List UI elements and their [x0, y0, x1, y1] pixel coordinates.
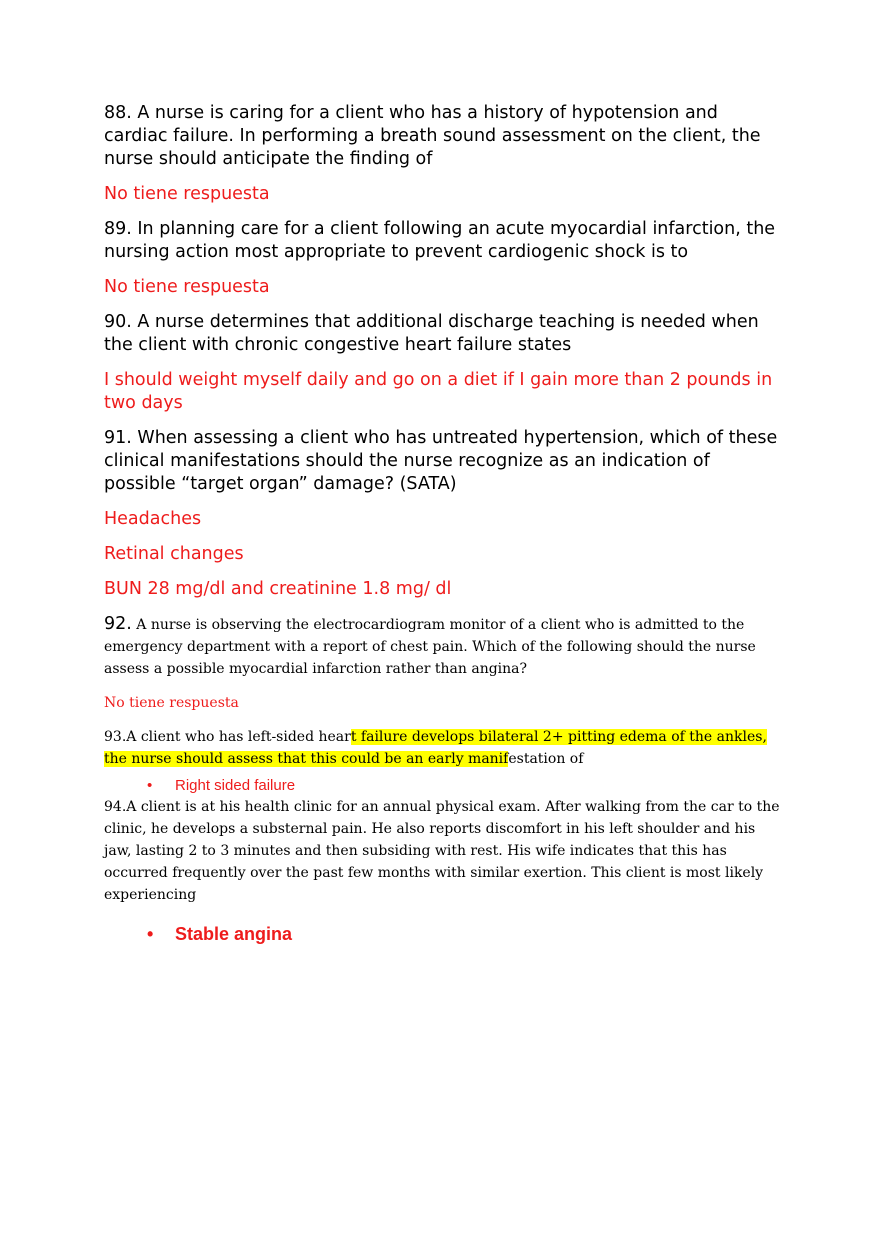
bullet-icon: • [147, 924, 154, 944]
question-89: 89. In planning care for a client following an acute myocardial infarction, the nursing action most appropriate to prevent cardiogenic shock is to [104, 219, 776, 262]
question-93-text-end: estation of [508, 751, 584, 767]
answer-92: No tiene respuesta [104, 695, 239, 711]
answer-88: No tiene respuesta [104, 184, 270, 204]
question-93 [104, 726, 784, 770]
question-92-text: A nurse is observing the electrocardiogram monitor of a client who is admitted to the emergency department with a report of chest pain. Which of the following should the nurse assess a possible myocardial infarction rather than angina? [104, 617, 756, 677]
question-92 [104, 613, 784, 680]
answer-91-bun: BUN 28 mg/dl and creatinine 1.8 mg/ dl [104, 579, 452, 599]
question-93-highlight: t failure develops bilateral 2+ pitting edema of the ankles, the nurse should assess that this could be an early manif [104, 729, 767, 767]
question-94: 94.A client is at his health clinic for an annual physical exam. After walking from the car to the clinic, he develops a substernal pain. He also reports discomfort in his left shoulder and his jaw, lasting 2 to 3 minutes and then subsiding with rest. His wife indicates that this has occurred frequently over the past few months with similar exertion. This client is most likely experiencing [104, 799, 780, 903]
question-91: 91. When assessing a client who has untreated hypertension, which of these clinical manifestations should the nurse recognize as an indication of possible “target organ” damage? (SATA) [104, 428, 778, 494]
answer-93-text: Right sided failure [175, 777, 296, 794]
answer-94-bullet [104, 922, 784, 946]
answer-93-bullet [104, 776, 784, 796]
answer-90: I should weight myself daily and go on a diet if I gain more than 2 pounds in two days [104, 370, 773, 413]
question-88: 88. A nurse is caring for a client who has a history of hypotension and cardiac failure. In performing a breath sound assessment on the client, the nurse should anticipate the finding of [104, 103, 761, 169]
answer-89: No tiene respuesta [104, 277, 270, 297]
document-page [104, 102, 784, 946]
bullet-icon: • [147, 777, 153, 794]
answer-91-headaches: Headaches [104, 509, 202, 529]
answer-94-text: Stable angina [175, 924, 293, 944]
question-90: 90. A nurse determines that additional discharge teaching is needed when the client with chronic congestive heart failure states [104, 312, 759, 355]
question-93-text-start: 93.A client who has left-sided hear [104, 729, 351, 745]
question-92-number: 92. [104, 614, 132, 634]
answer-91-retinal: Retinal changes [104, 544, 244, 564]
